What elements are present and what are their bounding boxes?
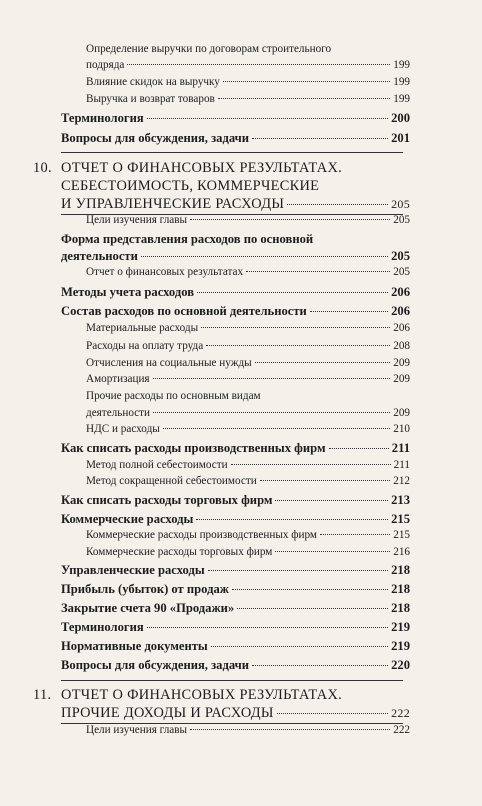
chapter-title-line: ПРОЧИЕ ДОХОДЫ И РАСХОДЫ	[61, 705, 274, 721]
leader-dots	[277, 713, 388, 714]
toc-page-number: 222	[393, 724, 410, 736]
toc-entry-title: Нормативные документы	[61, 639, 208, 653]
toc-page-number: 218	[391, 582, 410, 596]
toc-entry	[61, 111, 410, 126]
toc-entry	[86, 357, 410, 369]
toc-entry	[86, 340, 410, 352]
toc-entry-line: Определение выручки по договорам строительного	[86, 43, 332, 55]
toc-entry	[61, 493, 410, 508]
chapter-title-line: СЕБЕСТОИМОСТЬ, КОММЕРЧЕСКИЕ	[61, 178, 320, 194]
toc-page-number: 222	[391, 706, 410, 720]
toc-entry-title: Как списать расходы производственных фирм	[61, 441, 326, 455]
toc-entry	[86, 459, 410, 471]
toc-page-number: 206	[391, 285, 410, 299]
toc-entry-title: Материальные расходы	[86, 322, 199, 334]
toc-entry-title: НДС и расходы	[86, 423, 160, 435]
toc-entry	[86, 407, 410, 419]
toc-entry	[86, 529, 410, 541]
toc-page-number: 220	[391, 658, 410, 672]
toc-entry	[86, 59, 410, 71]
toc-page-number: 211	[393, 459, 410, 471]
leader-dots	[260, 480, 391, 481]
toc-entry	[61, 582, 410, 597]
chapter-title-line: ОТЧЕТ О ФИНАНСОВЫХ РЕЗУЛЬТАТАХ.	[61, 160, 343, 176]
toc-entry-title: Терминология	[61, 620, 144, 634]
toc-entry	[61, 601, 410, 616]
toc-page-number: 210	[393, 423, 410, 435]
toc-entry-title: Влияние скидок на выручку	[86, 76, 220, 88]
toc-page-number: 209	[393, 407, 410, 419]
toc-entry	[61, 620, 410, 635]
toc-page-number: 200	[391, 111, 410, 125]
leader-dots	[246, 271, 390, 272]
toc-page-number: 199	[393, 76, 410, 88]
toc-entry	[86, 423, 410, 435]
leader-dots	[147, 627, 388, 628]
toc-entry	[61, 512, 410, 527]
section-divider	[61, 152, 403, 153]
toc-entry	[86, 475, 410, 487]
toc-page-number: 205	[391, 197, 410, 211]
leader-dots	[310, 311, 388, 312]
toc-entry-title: Прибыль (убыток) от продаж	[61, 582, 229, 596]
toc-page-number: 206	[393, 322, 410, 334]
leader-dots	[275, 551, 390, 552]
toc-entry	[61, 131, 410, 146]
toc-page-number: 209	[393, 357, 410, 369]
leader-dots	[252, 665, 388, 666]
toc-entry-title: Управленческие расходы	[61, 563, 205, 577]
toc-entry	[61, 658, 410, 673]
toc-page-number: 201	[391, 131, 410, 145]
toc-entry-title: Метод сокращенной себестоимости	[86, 475, 257, 487]
leader-dots	[237, 608, 388, 609]
leader-dots	[206, 345, 390, 346]
toc-entry-title: Состав расходов по основной деятельности	[61, 304, 307, 318]
toc-entry-line: Прочие расходы по основным видам	[86, 390, 261, 402]
leader-dots	[223, 81, 390, 82]
leader-dots	[163, 428, 390, 429]
toc-page-number: 219	[391, 639, 410, 653]
chapter-number: 10.	[33, 160, 52, 176]
toc-entry	[86, 373, 410, 385]
toc-page-number: 208	[393, 340, 410, 352]
toc-entry-title: Цели изучения главы	[86, 724, 188, 736]
toc-entry-title: Цели изучения главы	[86, 214, 188, 226]
toc-page-number: 206	[391, 304, 410, 318]
toc-page-number: 213	[391, 493, 410, 507]
toc-page-number: 212	[393, 475, 410, 487]
toc-page-number: 218	[391, 601, 410, 615]
toc-entry	[86, 266, 410, 278]
leader-dots	[211, 646, 388, 647]
chapter-title-entry	[61, 196, 410, 213]
leader-dots	[196, 519, 388, 520]
toc-page-number: 215	[393, 529, 410, 541]
toc-entry-title: Амортизация	[86, 373, 150, 385]
leader-dots	[190, 219, 390, 220]
chapter-title-line: И УПРАВЛЕНЧЕСКИЕ РАСХОДЫ	[61, 196, 285, 212]
toc-page-number: 199	[393, 59, 410, 71]
leader-dots	[190, 729, 390, 730]
leader-dots	[232, 589, 388, 590]
toc-entry-title: Отчисления на социальные нужды	[86, 357, 252, 369]
leader-dots	[147, 118, 388, 119]
toc-entry-title: Как списать расходы торговых фирм	[61, 493, 273, 507]
toc-entry	[86, 546, 410, 558]
leader-dots	[197, 292, 388, 293]
toc-entry	[61, 285, 410, 300]
leader-dots	[127, 64, 390, 65]
toc-entry	[61, 441, 410, 456]
toc-entry	[86, 93, 410, 105]
chapter-title-line: ОТЧЕТ О ФИНАНСОВЫХ РЕЗУЛЬТАТАХ.	[61, 687, 343, 703]
toc-page-number: 215	[391, 512, 410, 526]
leader-dots	[208, 570, 388, 571]
chapter-title-entry	[61, 705, 410, 722]
section-divider	[61, 680, 403, 681]
leader-dots	[329, 448, 389, 449]
toc-entry	[61, 639, 410, 654]
toc-page-number: 209	[393, 373, 410, 385]
leader-dots	[320, 534, 390, 535]
toc-entry-title: Коммерческие расходы	[61, 512, 194, 526]
chapter-number: 11.	[33, 687, 52, 703]
toc-entry-title: Расходы на оплату труда	[86, 340, 204, 352]
toc-entry-line: Форма представления расходов по основной	[61, 232, 314, 246]
leader-dots	[231, 464, 391, 465]
toc-entry-title: подряда	[86, 59, 125, 71]
toc-entry	[86, 724, 410, 736]
leader-dots	[153, 378, 391, 379]
leader-dots	[255, 362, 391, 363]
toc-entry-title: Вопросы для обсуждения, задачи	[61, 658, 249, 672]
toc-entry	[86, 214, 410, 226]
toc-page-number: 199	[393, 93, 410, 105]
toc-entry-title: Методы учета расходов	[61, 285, 195, 299]
leader-dots	[201, 327, 390, 328]
leader-dots	[141, 256, 388, 257]
toc-entry	[61, 563, 410, 578]
leader-dots	[218, 98, 390, 99]
toc-entry-title: деятельности	[61, 249, 138, 263]
toc-entry-title: Вопросы для обсуждения, задачи	[61, 131, 249, 145]
toc-page-number: 205	[393, 266, 410, 278]
leader-dots	[287, 204, 388, 205]
toc-entry	[61, 249, 410, 264]
toc-page-number: 205	[393, 214, 410, 226]
toc-entry-title: Коммерческие расходы торговых фирм	[86, 546, 273, 558]
toc-entry-title: Метод полной себестоимости	[86, 459, 228, 471]
leader-dots	[275, 500, 388, 501]
toc-entry-title: Коммерческие расходы производственных фирм	[86, 529, 317, 541]
toc-entry	[86, 322, 410, 334]
toc-entry-title: Закрытие счета 90 «Продажи»	[61, 601, 235, 615]
toc-page-number: 216	[393, 546, 410, 558]
toc-page-number: 211	[391, 441, 410, 455]
toc-page-number: 205	[391, 249, 410, 263]
toc-entry	[86, 76, 410, 88]
toc-page-number: 219	[391, 620, 410, 634]
toc-entry-title: Отчет о финансовых результатах	[86, 266, 244, 278]
toc-entry-title: деятельности	[86, 407, 151, 419]
toc-page-number: 218	[391, 563, 410, 577]
leader-dots	[252, 138, 388, 139]
toc-entry-title: Выручка и возврат товаров	[86, 93, 215, 105]
toc-entry-title: Терминология	[61, 111, 144, 125]
leader-dots	[153, 412, 390, 413]
toc-entry	[61, 304, 410, 319]
